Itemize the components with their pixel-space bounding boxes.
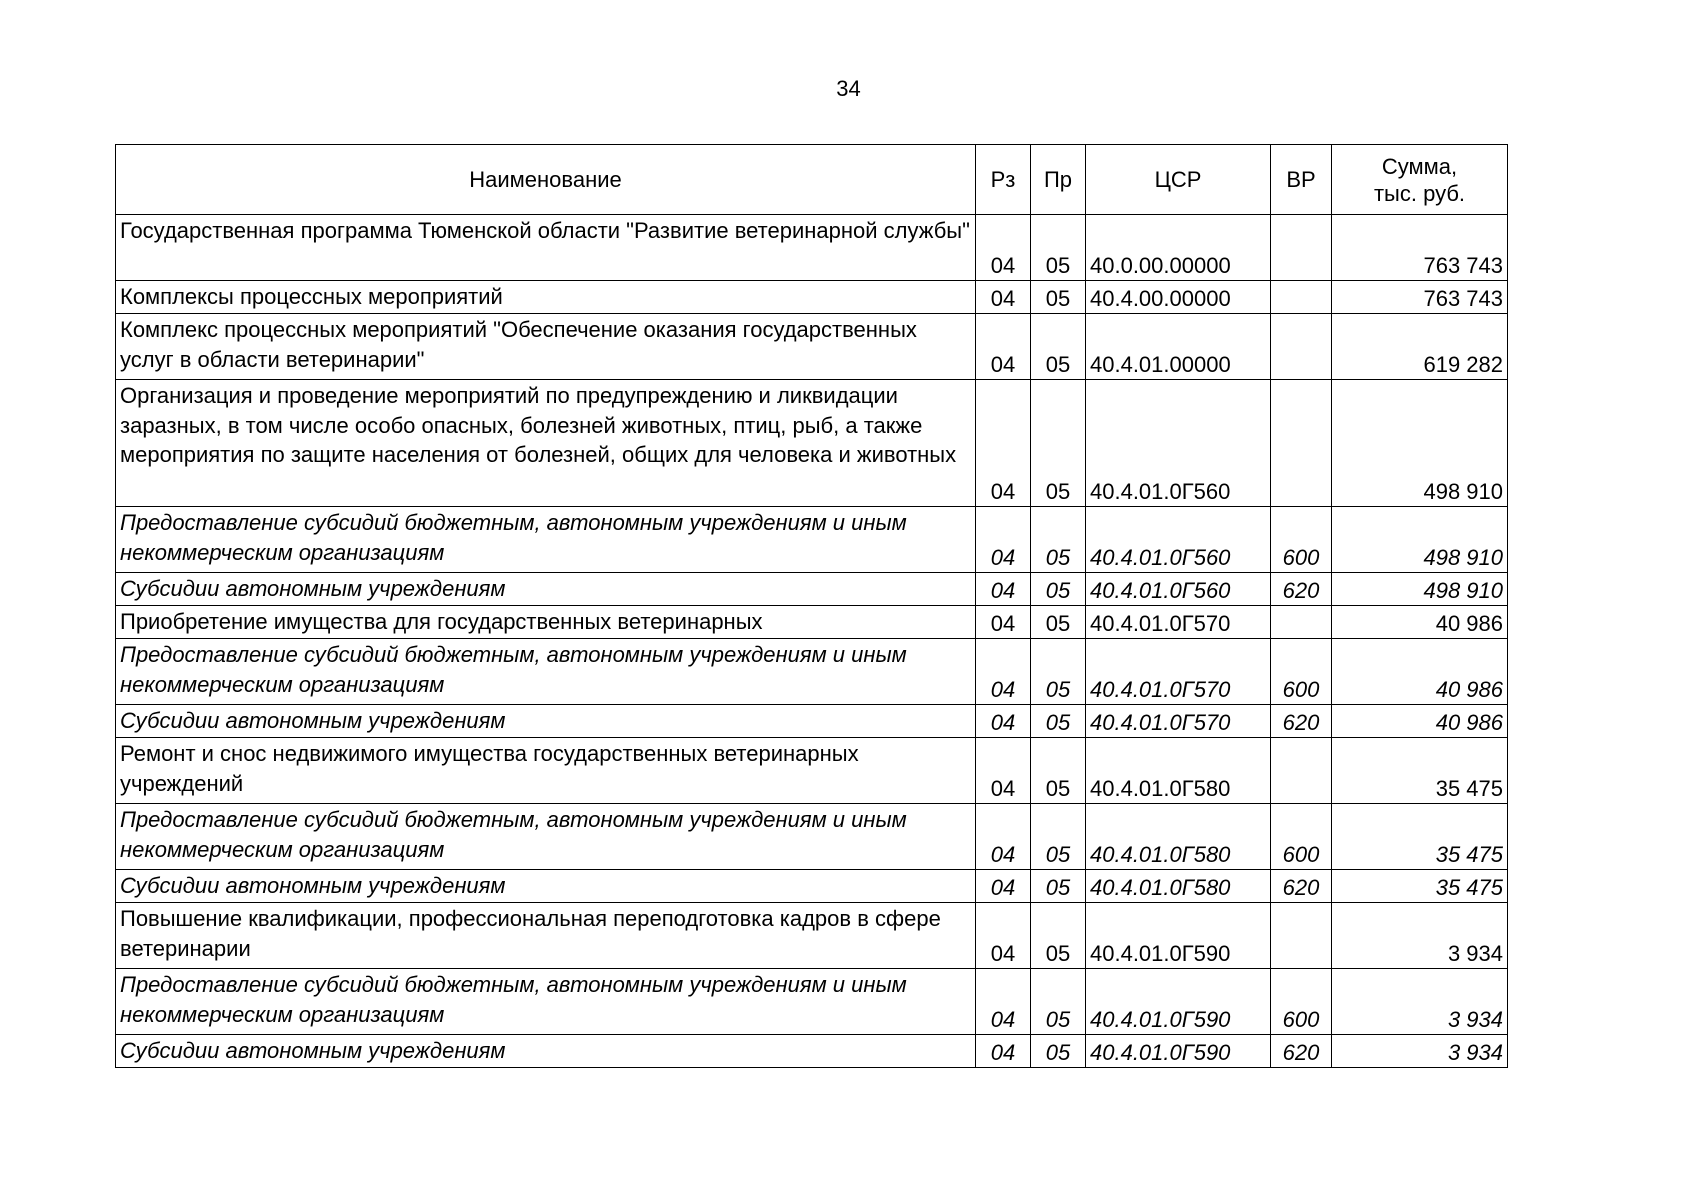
cell-name: Субсидии автономным учреждениям bbox=[116, 573, 976, 606]
cell-pr: 05 bbox=[1031, 1035, 1086, 1068]
table-row bbox=[116, 606, 1508, 639]
cell-pr: 05 bbox=[1031, 969, 1086, 1035]
cell-name: Комплексы процессных мероприятий bbox=[116, 281, 976, 314]
cell-name: Ремонт и снос недвижимого имущества государственных ветеринарных учреждений bbox=[116, 738, 976, 804]
cell-csr: 40.4.01.0Г590 bbox=[1086, 1035, 1271, 1068]
cell-sum: 40 986 bbox=[1332, 606, 1508, 639]
table-row bbox=[116, 639, 1508, 705]
cell-vr: 600 bbox=[1271, 969, 1332, 1035]
cell-rz: 04 bbox=[976, 314, 1031, 380]
cell-csr: 40.4.00.00000 bbox=[1086, 281, 1271, 314]
cell-name: Предоставление субсидий бюджетным, автономным учреждениям и иным некоммерческим организациям bbox=[116, 804, 976, 870]
cell-pr: 05 bbox=[1031, 314, 1086, 380]
cell-pr: 05 bbox=[1031, 573, 1086, 606]
cell-csr: 40.4.01.0Г560 bbox=[1086, 573, 1271, 606]
header-sum: Сумма, тыс. руб. bbox=[1332, 145, 1508, 215]
cell-vr bbox=[1271, 903, 1332, 969]
table-body bbox=[116, 215, 1508, 1068]
cell-pr: 05 bbox=[1031, 380, 1086, 507]
table-row bbox=[116, 870, 1508, 903]
cell-csr: 40.4.01.00000 bbox=[1086, 314, 1271, 380]
cell-sum: 498 910 bbox=[1332, 507, 1508, 573]
cell-csr: 40.4.01.0Г560 bbox=[1086, 507, 1271, 573]
cell-pr: 05 bbox=[1031, 606, 1086, 639]
cell-vr bbox=[1271, 215, 1332, 281]
table-row bbox=[116, 314, 1508, 380]
cell-vr bbox=[1271, 314, 1332, 380]
cell-rz: 04 bbox=[976, 215, 1031, 281]
cell-rz: 04 bbox=[976, 1035, 1031, 1068]
cell-pr: 05 bbox=[1031, 804, 1086, 870]
cell-name: Субсидии автономным учреждениям bbox=[116, 705, 976, 738]
cell-rz: 04 bbox=[976, 380, 1031, 507]
cell-sum: 35 475 bbox=[1332, 738, 1508, 804]
cell-rz: 04 bbox=[976, 639, 1031, 705]
cell-vr bbox=[1271, 738, 1332, 804]
header-vr: ВР bbox=[1271, 145, 1332, 215]
cell-csr: 40.4.01.0Г580 bbox=[1086, 870, 1271, 903]
table-row bbox=[116, 507, 1508, 573]
cell-vr: 620 bbox=[1271, 573, 1332, 606]
cell-rz: 04 bbox=[976, 870, 1031, 903]
header-pr: Пр bbox=[1031, 145, 1086, 215]
cell-sum: 763 743 bbox=[1332, 215, 1508, 281]
cell-sum: 763 743 bbox=[1332, 281, 1508, 314]
table-row bbox=[116, 380, 1508, 507]
table-row bbox=[116, 573, 1508, 606]
cell-csr: 40.4.01.0Г570 bbox=[1086, 639, 1271, 705]
cell-name: Предоставление субсидий бюджетным, автономным учреждениям и иным некоммерческим организациям bbox=[116, 507, 976, 573]
header-csr: ЦСР bbox=[1086, 145, 1271, 215]
cell-rz: 04 bbox=[976, 573, 1031, 606]
cell-name: Комплекс процессных мероприятий "Обеспечение оказания государственных услуг в области ветеринарии" bbox=[116, 314, 976, 380]
table-header-row bbox=[116, 145, 1508, 215]
header-name: Наименование bbox=[116, 145, 976, 215]
table-row bbox=[116, 215, 1508, 281]
cell-sum: 498 910 bbox=[1332, 380, 1508, 507]
cell-sum: 498 910 bbox=[1332, 573, 1508, 606]
cell-vr: 600 bbox=[1271, 507, 1332, 573]
cell-rz: 04 bbox=[976, 804, 1031, 870]
cell-rz: 04 bbox=[976, 705, 1031, 738]
cell-vr bbox=[1271, 281, 1332, 314]
cell-name: Субсидии автономным учреждениям bbox=[116, 870, 976, 903]
cell-vr bbox=[1271, 380, 1332, 507]
cell-pr: 05 bbox=[1031, 870, 1086, 903]
cell-name: Приобретение имущества для государственных ветеринарных bbox=[116, 606, 976, 639]
cell-vr: 620 bbox=[1271, 1035, 1332, 1068]
cell-sum: 40 986 bbox=[1332, 705, 1508, 738]
cell-csr: 40.4.01.0Г580 bbox=[1086, 804, 1271, 870]
cell-sum: 619 282 bbox=[1332, 314, 1508, 380]
cell-csr: 40.4.01.0Г570 bbox=[1086, 705, 1271, 738]
table-row bbox=[116, 969, 1508, 1035]
cell-csr: 40.0.00.00000 bbox=[1086, 215, 1271, 281]
cell-vr: 600 bbox=[1271, 804, 1332, 870]
table-row bbox=[116, 705, 1508, 738]
table-row bbox=[116, 804, 1508, 870]
cell-pr: 05 bbox=[1031, 507, 1086, 573]
cell-pr: 05 bbox=[1031, 639, 1086, 705]
cell-csr: 40.4.01.0Г590 bbox=[1086, 903, 1271, 969]
cell-vr: 600 bbox=[1271, 639, 1332, 705]
cell-rz: 04 bbox=[976, 969, 1031, 1035]
cell-rz: 04 bbox=[976, 507, 1031, 573]
cell-name: Организация и проведение мероприятий по предупреждению и ликвидации заразных, в том числе особо опасных, болезней животных, птиц, рыб, а также мероприятия по защите населения от болезней, общих для человека и животных bbox=[116, 380, 976, 507]
table-row bbox=[116, 903, 1508, 969]
table-row bbox=[116, 1035, 1508, 1068]
cell-csr: 40.4.01.0Г590 bbox=[1086, 969, 1271, 1035]
cell-rz: 04 bbox=[976, 281, 1031, 314]
cell-sum: 3 934 bbox=[1332, 1035, 1508, 1068]
cell-vr: 620 bbox=[1271, 870, 1332, 903]
cell-name: Предоставление субсидий бюджетным, автономным учреждениям и иным некоммерческим организациям bbox=[116, 639, 976, 705]
cell-sum: 35 475 bbox=[1332, 804, 1508, 870]
cell-csr: 40.4.01.0Г560 bbox=[1086, 380, 1271, 507]
cell-sum: 35 475 bbox=[1332, 870, 1508, 903]
page-number: 34 bbox=[836, 76, 861, 101]
header-rz: Рз bbox=[976, 145, 1031, 215]
cell-pr: 05 bbox=[1031, 738, 1086, 804]
budget-table bbox=[115, 144, 1508, 1068]
cell-sum: 3 934 bbox=[1332, 969, 1508, 1035]
cell-name: Субсидии автономным учреждениям bbox=[116, 1035, 976, 1068]
cell-name: Государственная программа Тюменской области "Развитие ветеринарной службы" bbox=[116, 215, 976, 281]
cell-pr: 05 bbox=[1031, 705, 1086, 738]
cell-rz: 04 bbox=[976, 606, 1031, 639]
cell-rz: 04 bbox=[976, 903, 1031, 969]
table-row bbox=[116, 281, 1508, 314]
cell-name: Повышение квалификации, профессиональная переподготовка кадров в сфере ветеринарии bbox=[116, 903, 976, 969]
cell-rz: 04 bbox=[976, 738, 1031, 804]
cell-csr: 40.4.01.0Г580 bbox=[1086, 738, 1271, 804]
cell-pr: 05 bbox=[1031, 281, 1086, 314]
cell-vr bbox=[1271, 606, 1332, 639]
cell-sum: 3 934 bbox=[1332, 903, 1508, 969]
cell-pr: 05 bbox=[1031, 903, 1086, 969]
cell-csr: 40.4.01.0Г570 bbox=[1086, 606, 1271, 639]
cell-name: Предоставление субсидий бюджетным, автономным учреждениям и иным некоммерческим организациям bbox=[116, 969, 976, 1035]
cell-pr: 05 bbox=[1031, 215, 1086, 281]
table-row bbox=[116, 738, 1508, 804]
cell-vr: 620 bbox=[1271, 705, 1332, 738]
cell-sum: 40 986 bbox=[1332, 639, 1508, 705]
